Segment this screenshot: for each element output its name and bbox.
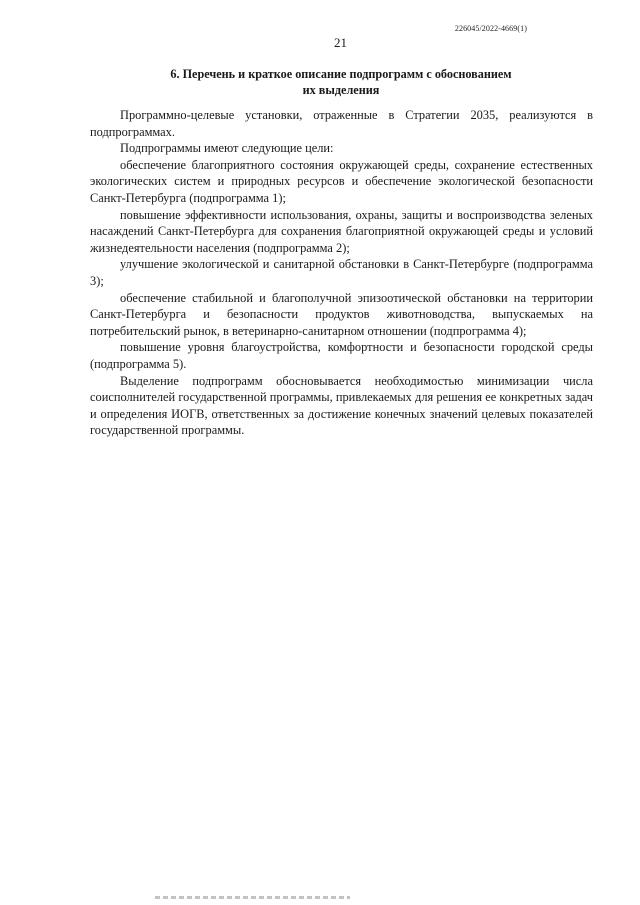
section-body bbox=[90, 107, 593, 439]
paragraph-goal-2: повышение эффективности использования, охраны, защиты и воспроизводства зеленых насаждений Санкт-Петербурга для сохранения благоприятной окружающей среды и условий жизнедеятельности населения (подпрограмма 2); bbox=[90, 207, 593, 255]
paragraph-goal-4: обеспечение стабильной и благополучной эпизоотической обстановки на территории Санкт-Петербурга и безопасности продуктов животноводства, выпускаемых на потребительский рынок, в ветеринарно-санитарном отношении (подпрограмма 4); bbox=[90, 290, 593, 338]
document-registration-number: 226045/2022-4669(1) bbox=[454, 24, 527, 33]
section-heading-line-1: 6. Перечень и краткое описание подпрограмм с обоснованием bbox=[170, 67, 512, 81]
section-heading-line-2: их выделения bbox=[302, 83, 380, 97]
paragraph-goal-5: повышение уровня благоустройства, комфортности и безопасности городской среды (подпрограмма 5). bbox=[90, 340, 593, 371]
section-heading bbox=[90, 66, 592, 98]
footer-scan-mark bbox=[155, 896, 350, 899]
paragraph-goal-1: обеспечение благоприятного состояния окружающей среды, сохранение естественных экологических систем и природных ресурсов и обеспечение экологической безопасности Санкт-Петербурга (подпрограмма 1); bbox=[90, 157, 593, 205]
page-number: 21 bbox=[334, 35, 347, 50]
paragraph-intro: Программно-целевые установки, отраженные в Стратегии 2035, реализуются в подпрограммах. bbox=[90, 108, 593, 139]
paragraph-goal-3: улучшение экологической и санитарной обстановки в Санкт-Петербурге (подпрограмма 3); bbox=[90, 257, 593, 288]
paragraph-goals-lead: Подпрограммы имеют следующие цели: bbox=[120, 141, 334, 156]
paragraph-justification: Выделение подпрограмм обосновывается необходимостью минимизации числа соисполнителей государственной программы, привлекаемых для решения ее конкретных задач и определения ИОГВ, ответственных за достижение конечных значений целевых показателей государственной программы. bbox=[90, 373, 593, 438]
